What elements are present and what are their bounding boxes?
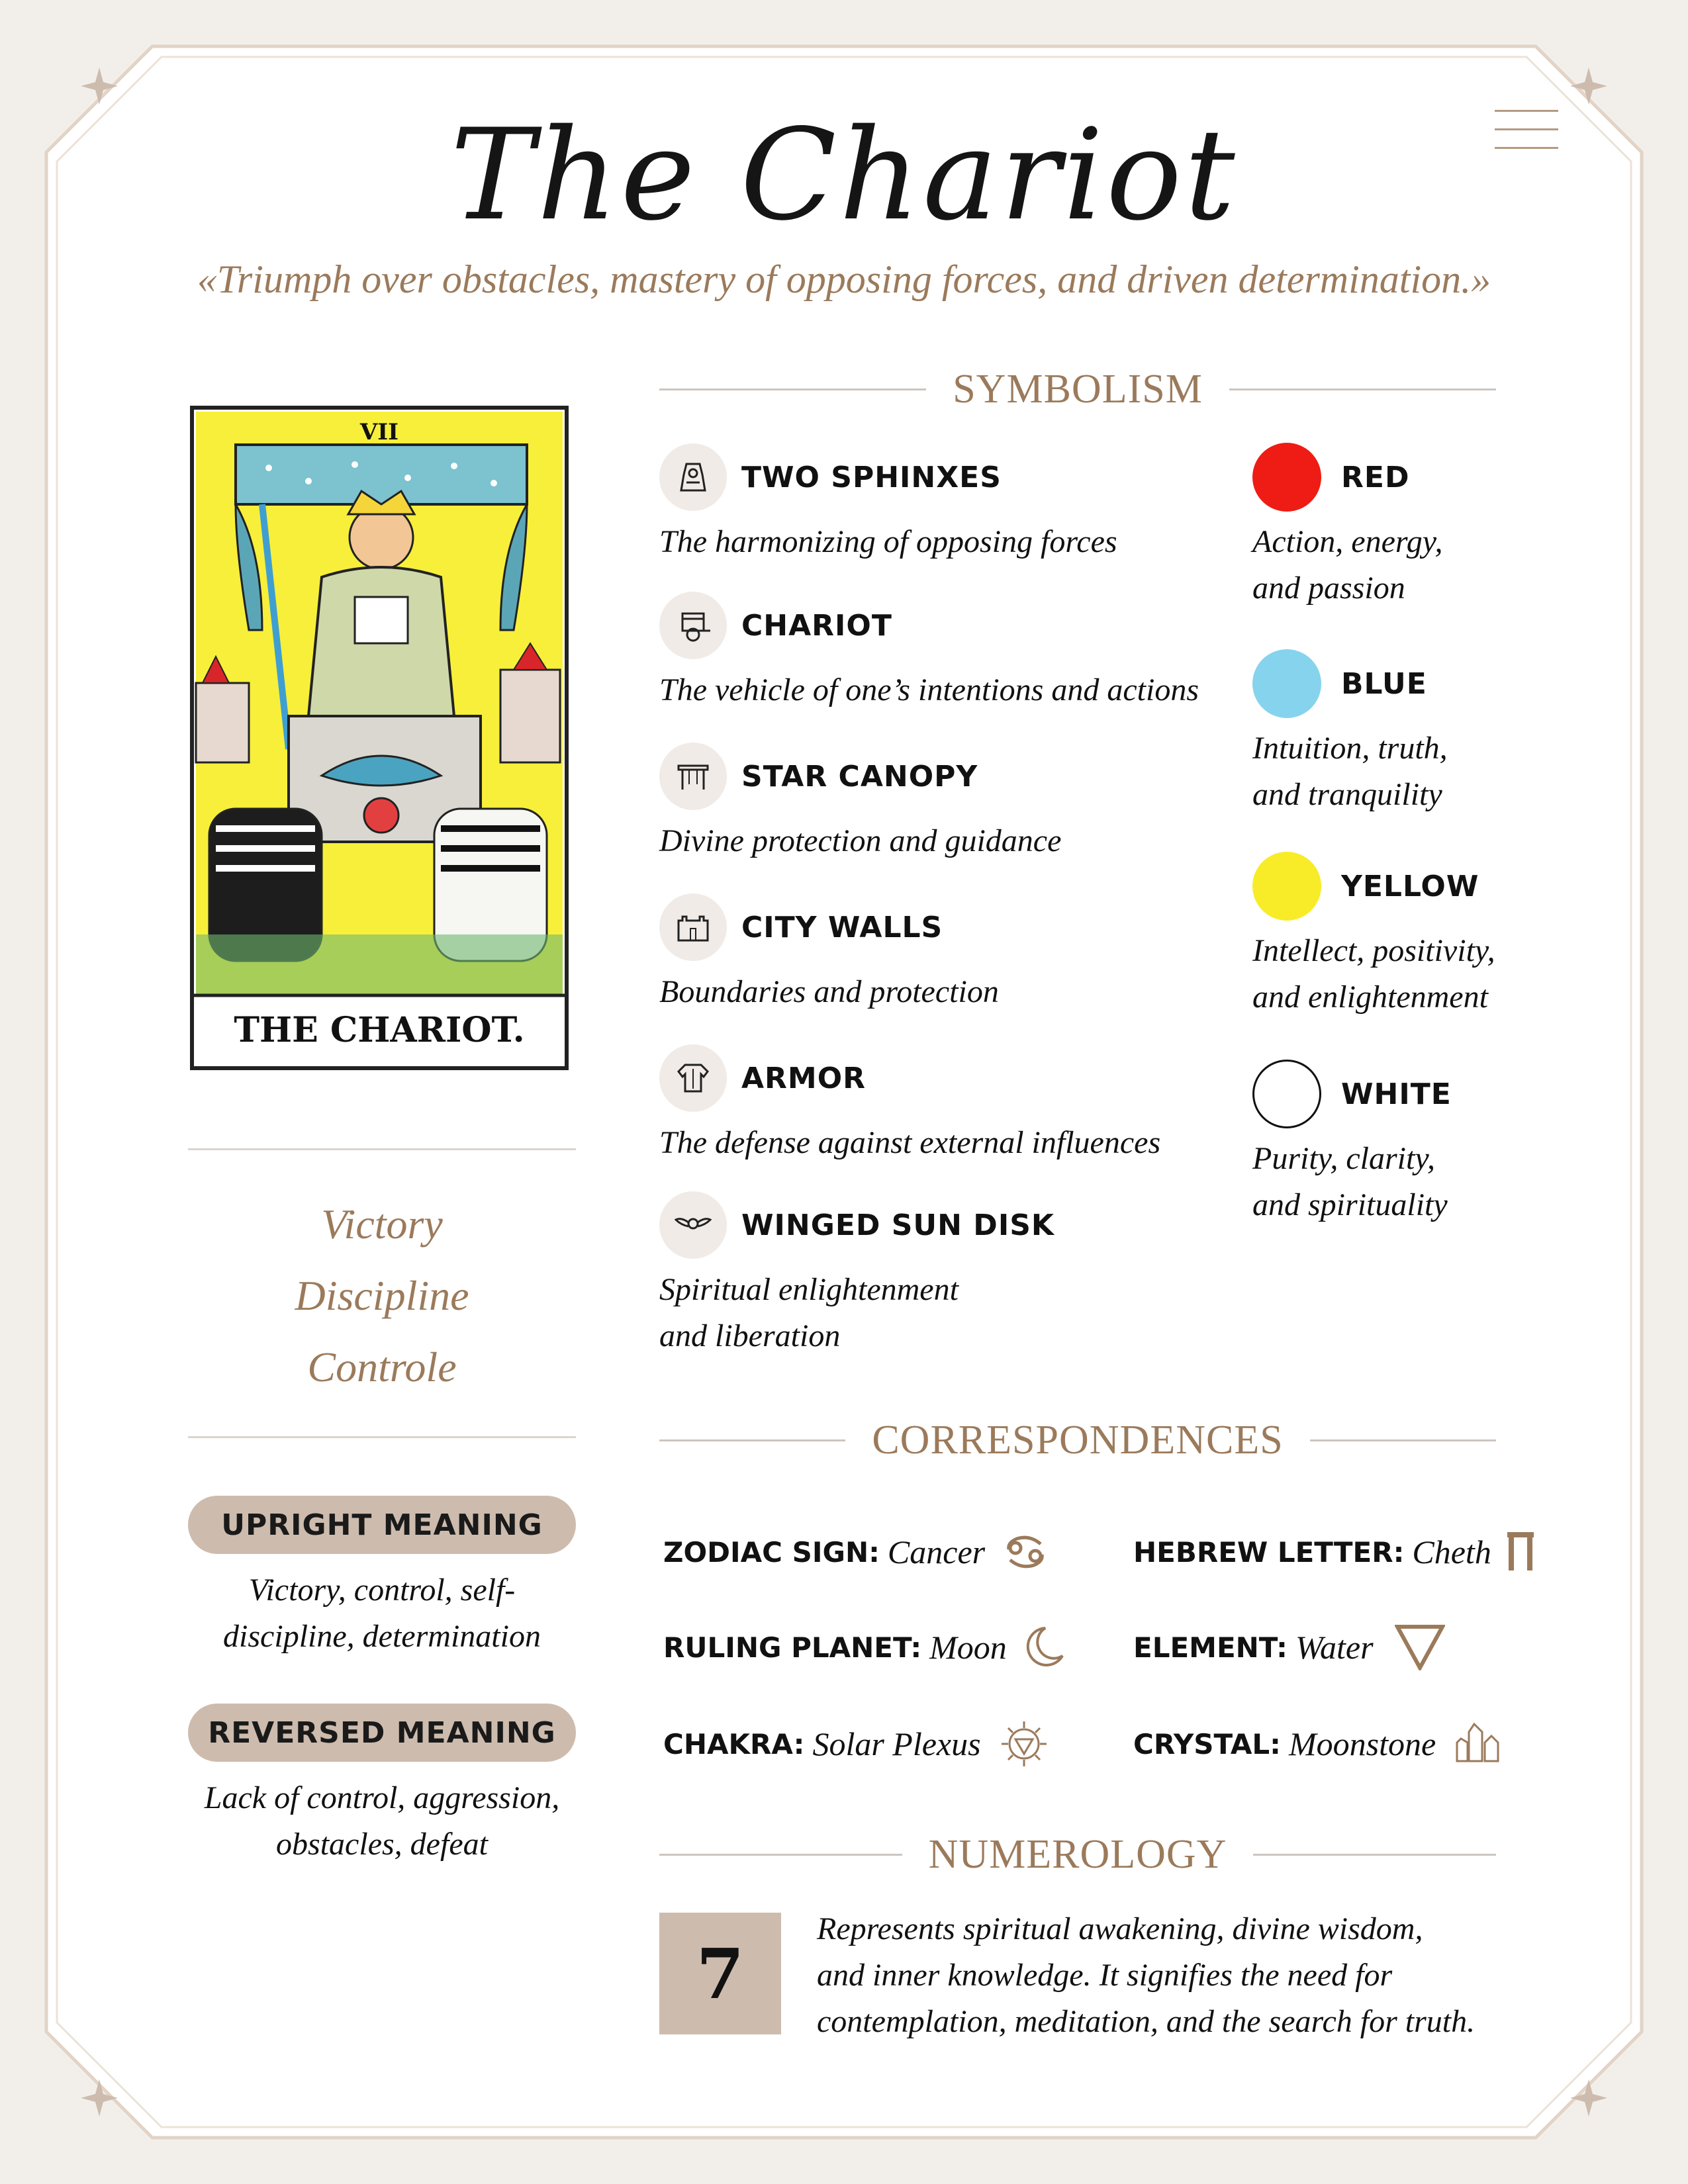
color-item-red: RED Action, energy, and passion xyxy=(1252,441,1530,612)
hebrew-letter: HEBREW LETTER: Cheth xyxy=(1133,1522,1536,1582)
color-item-blue: BLUE Intuition, truth, and tranquility xyxy=(1252,647,1530,818)
sphinx-icon xyxy=(659,443,727,511)
keyword: Victory xyxy=(321,1201,443,1248)
crystal-icon xyxy=(1454,1720,1502,1768)
symbol-item: STAR CANOPY Divine protection and guidance xyxy=(659,740,1229,864)
canopy-icon xyxy=(659,743,727,810)
correspondences-heading: CORRESPONDENCES xyxy=(659,1414,1496,1467)
reversed-meaning-text: Lack of control, aggression, obstacles, defeat xyxy=(204,1780,560,1862)
symbol-item: CHARIOT The vehicle of one’s intentions and actions xyxy=(659,589,1229,713)
cancer-icon xyxy=(1004,1532,1047,1572)
color-swatch xyxy=(1252,649,1321,718)
numerology-number: 7 xyxy=(659,1913,781,2034)
color-swatch xyxy=(1252,852,1321,921)
zodiac-sign: ZODIAC SIGN: Cancer xyxy=(663,1522,1047,1582)
card-numeral: VII xyxy=(359,419,399,445)
cheth-icon xyxy=(1505,1531,1536,1573)
numerology-heading: NUMEROLOGY xyxy=(659,1828,1496,1881)
color-item-white: WHITE Purity, clarity, and spirituality xyxy=(1252,1058,1530,1228)
chariot-card-image xyxy=(189,405,569,1071)
crystal: CRYSTAL: Moonstone xyxy=(1133,1714,1502,1774)
symbol-item: CITY WALLS Boundaries and protection xyxy=(659,891,1229,1015)
color-swatch xyxy=(1252,1060,1321,1128)
keyword: Discipline xyxy=(295,1272,469,1319)
symbol-item: TWO SPHINXES The harmonizing of opposing forces xyxy=(659,441,1229,565)
divider xyxy=(188,1148,576,1150)
symbolism-heading: SYMBOLISM xyxy=(659,363,1496,416)
upright-meaning-text: Victory, control, self-discipline, determination xyxy=(223,1572,541,1654)
ruling-planet: RULING PLANET: Moon xyxy=(663,1617,1065,1677)
solar-plexus-icon xyxy=(1000,1719,1049,1768)
numerology-text: Represents spiritual awakening, divine wisdom, and inner knowledge. It signifies the need for contemplation, meditation, and the search for truth. xyxy=(817,1911,1476,2039)
winged-sun-disk-icon xyxy=(659,1191,727,1259)
water-triangle-icon xyxy=(1395,1624,1445,1670)
city-walls-icon xyxy=(659,893,727,961)
chariot-icon xyxy=(659,592,727,659)
color-swatch xyxy=(1252,443,1321,512)
keywords xyxy=(188,1189,576,1403)
color-item-yellow: YELLOW Intellect, positivity, and enlightenment xyxy=(1252,850,1530,1021)
symbol-item: ARMOR The defense against external influences xyxy=(659,1042,1229,1166)
card-caption: THE CHARIOT. xyxy=(234,1010,525,1050)
tagline: «Triumph over obstacles, mastery of opposing forces, and driven determination.» xyxy=(197,257,1491,301)
moon-icon xyxy=(1025,1625,1065,1669)
upright-meaning-label: UPRIGHT MEANING xyxy=(188,1496,576,1554)
keyword: Controle xyxy=(307,1343,457,1390)
reversed-meaning-label: REVERSED MEANING xyxy=(188,1704,576,1762)
element: ELEMENT: Water xyxy=(1133,1617,1445,1677)
armor-icon xyxy=(659,1044,727,1112)
divider xyxy=(188,1436,576,1438)
page-title: The Chariot xyxy=(450,102,1238,248)
symbol-item: WINGED SUN DISK Spiritual enlightenment and liberation xyxy=(659,1189,1229,1359)
chakra: CHAKRA: Solar Plexus xyxy=(663,1714,1049,1774)
